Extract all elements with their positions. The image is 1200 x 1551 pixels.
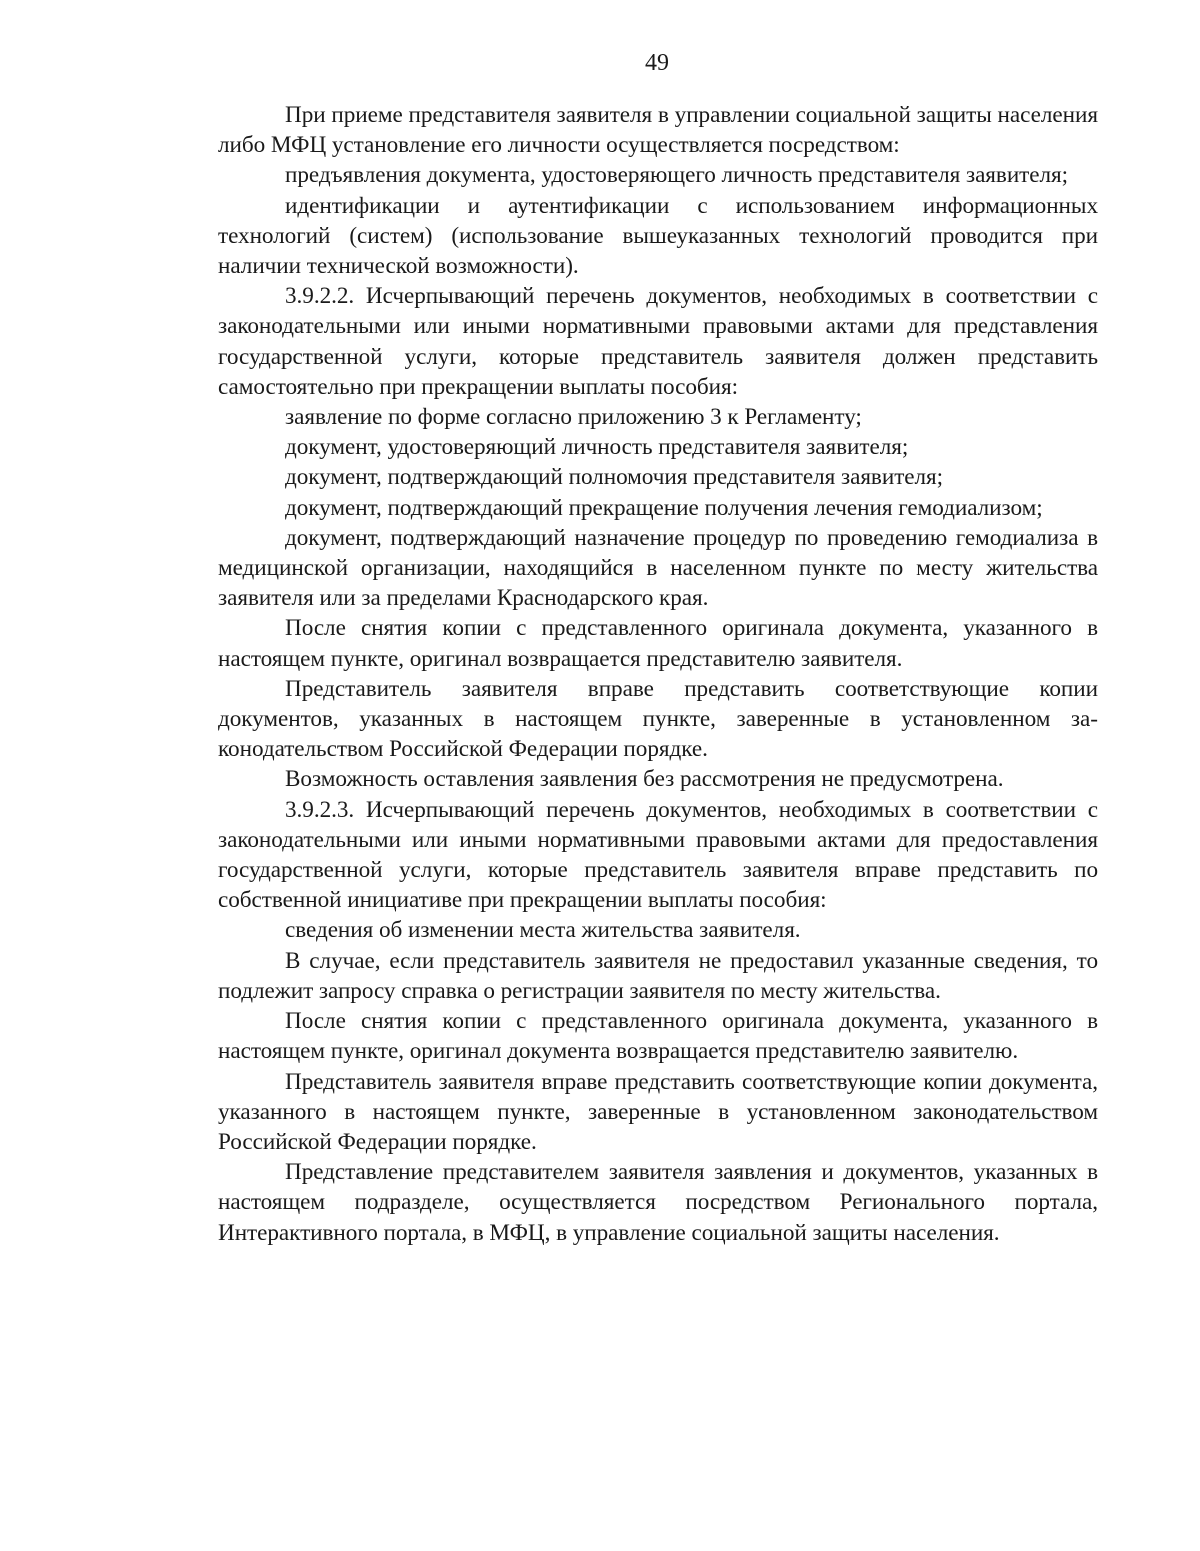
paragraph: документ, подтверждающий прекращение получения лечения гемодиализом; [285,494,1043,521]
paragraph: заявление по форме согласно приложению 3 к Регламенту; [285,404,862,431]
paragraph: Возможность оставления заявления без рассмотрения не предусмотрена. [285,766,1004,793]
paragraph: документ, подтверждающий назначение процедур по проведению гемодиализа в медицинской организации, находящийся в населенном пункте по месту жительства заявителя или за пределами Краснодарского края. [218,524,1098,612]
paragraph: При приеме представителя заявителя в управлении социальной защиты населения либо МФЦ установление его личности осуществляется посредством: [218,102,1098,159]
document-body [218,100,1098,1248]
paragraph: идентификации и аутентификации с использованием информационных технологий (систем) (использование вышеуказанных технологий проводится при наличии технической возможности). [218,192,1098,280]
paragraph: 3.9.2.2. Исчерпывающий перечень документов, необходимых в соответствии с законодательными или иными нормативными правовыми актами для представления государственной услуги, которые представитель заявителя должен представить самостоятельно при прекращении выплаты пособия: [218,283,1098,400]
paragraph: После снятия копии с представленного оригинала документа, указанного в настоящем пункте, оригинал возвращается представителю заявителя. [218,615,1098,672]
paragraph: Представление представителем заявителя заявления и документов, указанных в настоящем подразделе, осуществляется посредством Регионального портала, Интерактивного портала, в МФЦ, в управление социальной защиты населения. [218,1159,1098,1246]
paragraph: После снятия копии с представленного оригинала документа, указанного в настоящем пункте, оригинал документа возвращается представителю заявителю. [218,1008,1098,1065]
paragraph: Представитель заявителя вправе представить соответствующие копии документа, указанного в настоящем пункте, заверенные в установленном законодательством Российской Федерации порядке. [218,1068,1098,1155]
paragraph: сведения об изменении места жительства заявителя. [285,917,801,944]
paragraph: предъявления документа, удостоверяющего личность представителя заявителя; [285,162,1069,189]
page-number: 49 [645,50,669,76]
paragraph: Представитель заявителя вправе представить соответствующие копии документов, указанных в настоящем пункте, заверенные в установленном законодательством Российской Федерации порядке. [218,675,1098,763]
paragraph: документ, подтверждающий полномочия представителя заявителя; [285,464,944,491]
paragraph: 3.9.2.3. Исчерпывающий перечень документов, необходимых в соответствии с законодательными или иными нормативными правовыми актами для предоставления государственной услуги, которые представитель заявителя вправе представить по собственной инициативе при прекращении выплаты пособия: [218,796,1098,914]
paragraph: документ, удостоверяющий личность представителя заявителя; [285,434,909,461]
paragraph: В случае, если представитель заявителя не предоставил указанные сведения, то подлежит запросу справка о регистрации заявителя по месту жительства. [218,947,1098,1004]
